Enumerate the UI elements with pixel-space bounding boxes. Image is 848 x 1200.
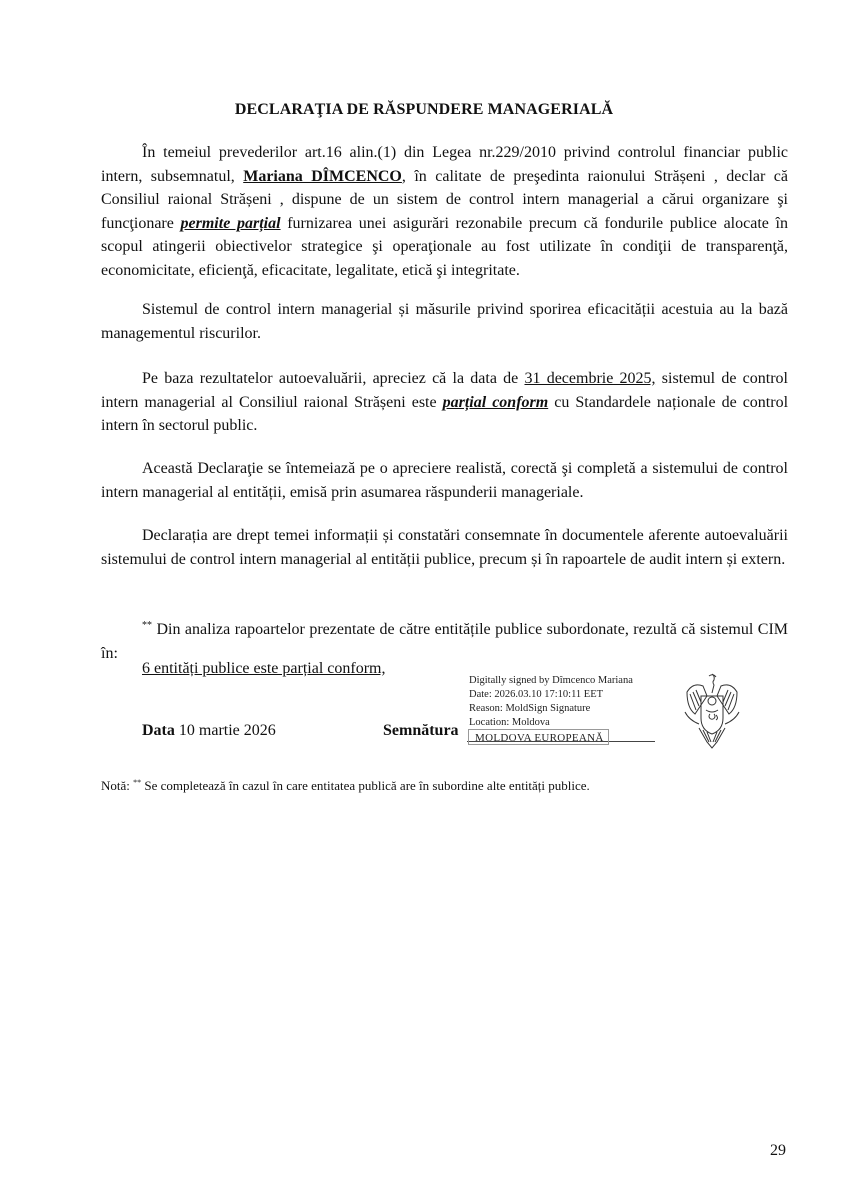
footnote-marker: ** — [142, 620, 152, 631]
paragraph-legal-basis — [101, 141, 788, 282]
entities-line: 6 entități publice este parțial conform, — [142, 660, 386, 677]
paragraph-text: furnizarea unei asigurări rezonabile precum că fondurile publice alocate în scopul atingerii obiectivelor strategice şi operaţionale au fost utilizate în condiţii de transparenţă, economicitate, eficienţă, eficacitate, legalitate, etică şi integritate. — [101, 214, 788, 279]
note-label: Notă: — [101, 778, 134, 793]
signature-location: Location: Moldova — [469, 717, 550, 728]
paragraph-text: Declarația are drept temei informații și constatări consemnate în documentele aferente autoevaluării sistemului de control intern managerial al entității publice, precum și în rapoartele de audit intern și extern. — [101, 527, 788, 568]
paragraph-basis — [101, 524, 788, 571]
assessment-date: 31 decembrie 2025, — [524, 370, 656, 387]
moldova-coat-of-arms-icon — [681, 670, 743, 752]
digital-signature-info[interactable] — [469, 674, 633, 730]
signature-date: Date: 2026.03.10 17:10:11 EET — [469, 689, 604, 700]
signed-by: Digitally signed by Dîmcenco Mariana — [469, 675, 633, 686]
paragraph-text: Pe baza rezultatelor autoevaluării, apreciez că la data de — [142, 370, 525, 387]
signature-label: Semnătura — [383, 722, 459, 739]
date-value: 10 martie 2026 — [174, 722, 276, 739]
paragraph-text: Această Declaraţie se întemeiază pe o apreciere realistă, corectă şi completă a sistemului de control intern managerial al entității, emisă prin asumarea răspunderii manageriale. — [101, 460, 788, 501]
paragraph-subordinate-analysis — [101, 614, 788, 665]
paragraph-text: cu Standardele naționale de control intern în sectorul public. — [101, 393, 789, 434]
footnote-marker: ** — [133, 778, 142, 787]
paragraph-text: Sistemul de control intern managerial și măsurile privind sporirea eficacității acestuia au la bază managementul riscurilor. — [101, 301, 788, 342]
paragraph-risk-management — [101, 298, 788, 345]
emphasis-partial-conform: parțial conform — [442, 393, 549, 411]
page-number: 29 — [770, 1142, 786, 1159]
paragraph-text: sistemul de control intern managerial al Consiliul raional Strășeni este — [101, 370, 788, 411]
document-title: DECLARAŢIA DE RĂSPUNDERE MANAGERIALĂ — [234, 101, 614, 118]
note-text: Se completează în cazul în care entitatea publică are în subordine alte entități publice. — [141, 778, 590, 793]
date-label: Data — [142, 722, 175, 739]
paragraph-text: Din analiza rapoartelor prezentate de către entitățile publice subordonate, rezultă că sistemul CIM în: — [101, 621, 788, 662]
paragraph-realistic-assessment — [101, 457, 788, 504]
signatory-name: Mariana DÎMCENCO — [243, 167, 402, 185]
emphasis-permite-partial: permite parțial — [180, 214, 281, 232]
signature-stamp: MOLDOVA EUROPEANĂ — [468, 729, 609, 745]
signature-reason: Reason: MoldSign Signature — [469, 703, 591, 714]
paragraph-self-assessment — [101, 367, 788, 438]
paragraph-text: În temeiul prevederilor art.16 alin.(1) din Legea nr.229/2010 privind controlul financiar public intern, subsemnatul, — [101, 144, 788, 185]
footnote — [101, 778, 590, 794]
date-line — [142, 722, 276, 740]
paragraph-text: , în calitate de preşedinta raionului Strășeni , declar că Consiliul raional Strășeni , dispune de un sistem de control intern managerial a cărui organizare şi funcţionare — [101, 167, 789, 232]
